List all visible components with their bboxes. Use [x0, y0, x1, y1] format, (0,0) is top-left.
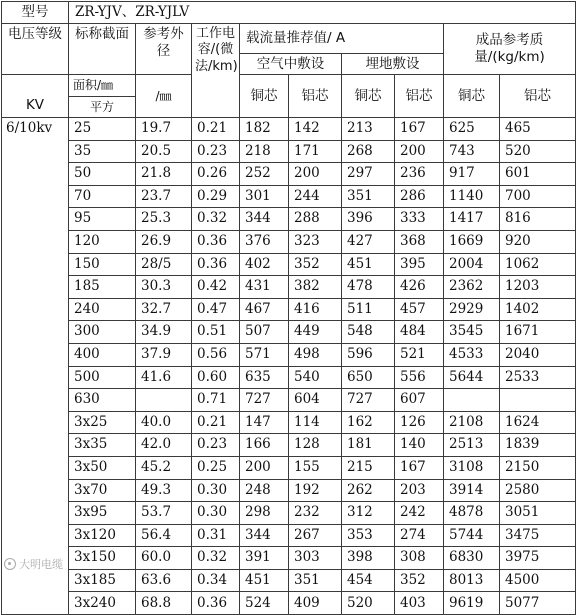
mass-aluminum-cell: 700 [500, 185, 576, 208]
diameter-cell: 40.0 [136, 411, 192, 434]
capacitance-cell: 0.23 [192, 434, 240, 457]
air-copper-cell: 524 [240, 592, 289, 615]
diameter-cell: 60.0 [136, 547, 192, 570]
mass-copper-cell: 1669 [444, 230, 500, 253]
ground-copper-cell: 312 [342, 502, 395, 525]
section-cell: 95 [69, 208, 136, 231]
capacitance-cell: 0.32 [192, 547, 240, 570]
section-cell: 3x240 [69, 592, 136, 615]
mass-aluminum-cell: 1062 [500, 253, 576, 276]
diameter-cell: 21.8 [136, 163, 192, 186]
ground-copper-cell: 548 [342, 321, 395, 344]
mass-copper-cell: 4533 [444, 343, 500, 366]
section-cell: 50 [69, 163, 136, 186]
table-row [2, 185, 576, 208]
ground-aluminum-cell: 457 [395, 298, 444, 321]
mass-aluminum-cell: 3975 [500, 547, 576, 570]
mass-copper-cell: 743 [444, 140, 500, 163]
ground-aluminum-cell: 395 [395, 253, 444, 276]
diameter-cell: 42.0 [136, 434, 192, 457]
diameter-cell: 49.3 [136, 479, 192, 502]
ground-aluminum-cell: 126 [395, 411, 444, 434]
capacitance-cell: 0.29 [192, 185, 240, 208]
section-label: 标称截面 [69, 24, 136, 75]
air-aluminum-cell: 604 [289, 389, 342, 412]
diameter-cell: 20.5 [136, 140, 192, 163]
air-copper-cell: 727 [240, 389, 289, 412]
table-row [2, 298, 576, 321]
diameter-cell: 25.3 [136, 208, 192, 231]
table-row [2, 479, 576, 502]
ground-aluminum-cell: 167 [395, 118, 444, 141]
mass-aluminum-cell: 816 [500, 208, 576, 231]
ground-aluminum-cell: 242 [395, 502, 444, 525]
table-row [2, 411, 576, 434]
ground-aluminum-label: 铝芯 [395, 75, 444, 118]
mass-aluminum-cell: 1839 [500, 434, 576, 457]
section-cell: 3x95 [69, 502, 136, 525]
ground-aluminum-cell: 333 [395, 208, 444, 231]
mass-copper-cell: 2513 [444, 434, 500, 457]
voltage-value: 6/10kv [2, 118, 69, 615]
ground-aluminum-cell: 426 [395, 276, 444, 299]
mass-copper-cell [444, 389, 500, 412]
air-aluminum-cell: 244 [289, 185, 342, 208]
section-cell: 240 [69, 298, 136, 321]
section-cell: 3x25 [69, 411, 136, 434]
capacitance-cell: 0.36 [192, 253, 240, 276]
mass-copper-cell: 8013 [444, 569, 500, 592]
table-row [2, 118, 576, 141]
section-cell: 3x50 [69, 456, 136, 479]
section-sub2: 平方 [69, 97, 136, 118]
capacitance-cell: 0.21 [192, 411, 240, 434]
air-copper-cell: 298 [240, 502, 289, 525]
ground-copper-cell: 451 [342, 253, 395, 276]
mass-aluminum-cell: 1203 [500, 276, 576, 299]
section-cell: 35 [69, 140, 136, 163]
capacitance-cell: 0.60 [192, 366, 240, 389]
mass-aluminum-cell: 2040 [500, 343, 576, 366]
ground-copper-cell: 511 [342, 298, 395, 321]
air-aluminum-cell: 232 [289, 502, 342, 525]
mass-aluminum-cell [500, 389, 576, 412]
header-row-3 [2, 75, 576, 97]
air-copper-cell: 571 [240, 343, 289, 366]
air-aluminum-cell: 498 [289, 343, 342, 366]
diameter-cell: 56.4 [136, 524, 192, 547]
section-cell: 3x70 [69, 479, 136, 502]
table-row [2, 592, 576, 615]
model-label: 型号 [2, 2, 69, 24]
table-row [2, 163, 576, 186]
cable-spec-table [1, 1, 576, 615]
capacitance-cell: 0.25 [192, 456, 240, 479]
capacitance-cell: 0.26 [192, 163, 240, 186]
diameter-unit: /㎜ [136, 75, 192, 118]
mass-copper-cell: 2362 [444, 276, 500, 299]
table-row [2, 366, 576, 389]
diameter-cell: 41.6 [136, 366, 192, 389]
model-value: ZR-YJV、ZR-YJLV [69, 2, 576, 24]
mass-aluminum-cell: 2580 [500, 479, 576, 502]
air-aluminum-cell: 540 [289, 366, 342, 389]
mass-aluminum-cell: 4500 [500, 569, 576, 592]
capacitance-label: 工作电容/(微法/km) [192, 24, 240, 118]
air-copper-cell: 344 [240, 208, 289, 231]
ground-copper-cell: 398 [342, 547, 395, 570]
table-row [2, 456, 576, 479]
mass-copper-cell: 2929 [444, 298, 500, 321]
table-row [2, 547, 576, 570]
air-aluminum-cell: 114 [289, 411, 342, 434]
ground-aluminum-cell: 236 [395, 163, 444, 186]
air-aluminum-cell: 382 [289, 276, 342, 299]
air-copper-cell: 467 [240, 298, 289, 321]
mass-label: 成品参考质量/(kg/km) [444, 24, 576, 75]
diameter-cell: 23.7 [136, 185, 192, 208]
diameter-cell: 26.9 [136, 230, 192, 253]
air-aluminum-cell: 323 [289, 230, 342, 253]
table-row [2, 230, 576, 253]
mass-aluminum-cell: 465 [500, 118, 576, 141]
air-copper-cell: 344 [240, 524, 289, 547]
air-aluminum-cell: 171 [289, 140, 342, 163]
air-aluminum-cell: 409 [289, 592, 342, 615]
mass-aluminum-cell: 601 [500, 163, 576, 186]
mass-copper-cell: 917 [444, 163, 500, 186]
ground-copper-cell: 268 [342, 140, 395, 163]
section-cell: 630 [69, 389, 136, 412]
mass-copper-cell: 3108 [444, 456, 500, 479]
mass-aluminum-cell: 3475 [500, 524, 576, 547]
section-cell: 3x35 [69, 434, 136, 457]
table-row [2, 343, 576, 366]
mass-copper-cell: 5744 [444, 524, 500, 547]
table-row [2, 434, 576, 457]
watermark [4, 556, 63, 572]
air-aluminum-cell: 200 [289, 163, 342, 186]
air-copper-cell: 182 [240, 118, 289, 141]
air-copper-cell: 301 [240, 185, 289, 208]
ground-copper-cell: 427 [342, 230, 395, 253]
table-row [2, 389, 576, 412]
table-row [2, 569, 576, 592]
ground-aluminum-cell: 203 [395, 479, 444, 502]
table-row [2, 502, 576, 525]
capacitance-cell: 0.71 [192, 389, 240, 412]
model-row [2, 2, 576, 24]
ground-copper-cell: 215 [342, 456, 395, 479]
section-cell: 150 [69, 253, 136, 276]
section-cell: 3x185 [69, 569, 136, 592]
mass-aluminum-cell: 2150 [500, 456, 576, 479]
air-aluminum-cell: 416 [289, 298, 342, 321]
ground-copper-cell: 351 [342, 185, 395, 208]
diameter-cell: 30.3 [136, 276, 192, 299]
ground-aluminum-cell: 167 [395, 456, 444, 479]
mass-copper-cell: 1417 [444, 208, 500, 231]
mass-copper-cell: 2004 [444, 253, 500, 276]
air-copper-cell: 248 [240, 479, 289, 502]
mass-aluminum-cell: 2533 [500, 366, 576, 389]
diameter-cell: 68.8 [136, 592, 192, 615]
air-aluminum-cell: 351 [289, 569, 342, 592]
mass-copper-cell: 1140 [444, 185, 500, 208]
capacitance-cell: 0.42 [192, 276, 240, 299]
capacitance-cell: 0.21 [192, 118, 240, 141]
ground-copper-cell: 454 [342, 569, 395, 592]
air-aluminum-cell: 192 [289, 479, 342, 502]
air-copper-cell: 376 [240, 230, 289, 253]
section-cell: 300 [69, 321, 136, 344]
diameter-label: 参考外径 [136, 24, 192, 75]
ground-aluminum-cell: 200 [395, 140, 444, 163]
ground-copper-cell: 650 [342, 366, 395, 389]
ground-copper-cell: 181 [342, 434, 395, 457]
air-copper-cell: 200 [240, 456, 289, 479]
mass-aluminum-cell: 1624 [500, 411, 576, 434]
mass-aluminum-cell: 1671 [500, 321, 576, 344]
air-aluminum-cell: 155 [289, 456, 342, 479]
mass-copper-cell: 3914 [444, 479, 500, 502]
ground-copper-cell: 727 [342, 389, 395, 412]
ground-copper-cell: 162 [342, 411, 395, 434]
air-label: 空气中敷设 [240, 54, 342, 75]
section-cell: 185 [69, 276, 136, 299]
diameter-cell: 32.7 [136, 298, 192, 321]
mass-aluminum-cell: 920 [500, 230, 576, 253]
mass-aluminum-cell: 3051 [500, 502, 576, 525]
ground-copper-cell: 520 [342, 592, 395, 615]
ground-aluminum-cell: 368 [395, 230, 444, 253]
ground-copper-cell: 262 [342, 479, 395, 502]
air-copper-cell: 166 [240, 434, 289, 457]
capacitance-cell: 0.36 [192, 230, 240, 253]
mass-aluminum-cell: 5077 [500, 592, 576, 615]
section-cell: 25 [69, 118, 136, 141]
diameter-cell: 45.2 [136, 456, 192, 479]
air-copper-cell: 431 [240, 276, 289, 299]
ground-aluminum-cell: 308 [395, 547, 444, 570]
watermark-text: 大明电缆 [19, 558, 63, 571]
section-sub: 面积/㎜ [69, 75, 136, 97]
voltage-label: 电压等级 [2, 24, 69, 75]
air-copper-cell: 252 [240, 163, 289, 186]
air-aluminum-cell: 142 [289, 118, 342, 141]
air-aluminum-cell: 303 [289, 547, 342, 570]
capacitance-cell: 0.23 [192, 140, 240, 163]
capacitance-cell: 0.47 [192, 298, 240, 321]
ground-aluminum-cell: 484 [395, 321, 444, 344]
air-aluminum-label: 铝芯 [289, 75, 342, 118]
air-aluminum-cell: 288 [289, 208, 342, 231]
air-copper-cell: 451 [240, 569, 289, 592]
ground-copper-cell: 353 [342, 524, 395, 547]
air-copper-cell: 147 [240, 411, 289, 434]
ground-aluminum-cell: 286 [395, 185, 444, 208]
air-copper-cell: 507 [240, 321, 289, 344]
ground-copper-label: 铜芯 [342, 75, 395, 118]
ground-aluminum-cell: 403 [395, 592, 444, 615]
capacitance-cell: 0.36 [192, 592, 240, 615]
ground-copper-cell: 396 [342, 208, 395, 231]
air-copper-cell: 635 [240, 366, 289, 389]
air-aluminum-cell: 128 [289, 434, 342, 457]
ground-label: 埋地敷设 [342, 54, 444, 75]
diameter-cell: 37.9 [136, 343, 192, 366]
diameter-cell [136, 389, 192, 412]
air-aluminum-cell: 352 [289, 253, 342, 276]
ground-aluminum-cell: 140 [395, 434, 444, 457]
air-copper-cell: 402 [240, 253, 289, 276]
ground-aluminum-cell: 521 [395, 343, 444, 366]
diameter-cell: 34.9 [136, 321, 192, 344]
air-copper-cell: 218 [240, 140, 289, 163]
diameter-cell: 19.7 [136, 118, 192, 141]
capacitance-cell: 0.56 [192, 343, 240, 366]
section-cell: 3x150 [69, 547, 136, 570]
table-row [2, 253, 576, 276]
air-aluminum-cell: 267 [289, 524, 342, 547]
mass-copper-cell: 3545 [444, 321, 500, 344]
ground-aluminum-cell: 556 [395, 366, 444, 389]
ground-copper-cell: 297 [342, 163, 395, 186]
table-row [2, 208, 576, 231]
voltage-unit: KV [2, 75, 69, 118]
mass-copper-cell: 2108 [444, 411, 500, 434]
diameter-cell: 63.6 [136, 569, 192, 592]
table-row [2, 276, 576, 299]
air-copper-cell: 391 [240, 547, 289, 570]
table-row [2, 524, 576, 547]
ground-aluminum-cell: 607 [395, 389, 444, 412]
capacitance-cell: 0.31 [192, 524, 240, 547]
mass-copper-cell: 4878 [444, 502, 500, 525]
mass-copper-cell: 6830 [444, 547, 500, 570]
watermark-logo-icon [4, 558, 16, 570]
ground-copper-cell: 213 [342, 118, 395, 141]
capacitance-cell: 0.51 [192, 321, 240, 344]
air-aluminum-cell: 449 [289, 321, 342, 344]
air-copper-label: 铜芯 [240, 75, 289, 118]
table-row [2, 140, 576, 163]
ground-copper-cell: 478 [342, 276, 395, 299]
table-row [2, 321, 576, 344]
mass-copper-cell: 625 [444, 118, 500, 141]
diameter-cell: 53.7 [136, 502, 192, 525]
current-label: 载流量推荐值/ A [240, 24, 444, 54]
mass-aluminum-label: 铝芯 [500, 75, 576, 118]
ground-aluminum-cell: 274 [395, 524, 444, 547]
header-row-1 [2, 24, 576, 54]
section-cell: 120 [69, 230, 136, 253]
capacitance-cell: 0.30 [192, 479, 240, 502]
diameter-cell: 28/5 [136, 253, 192, 276]
mass-copper-cell: 5644 [444, 366, 500, 389]
mass-aluminum-cell: 1402 [500, 298, 576, 321]
mass-aluminum-cell: 520 [500, 140, 576, 163]
capacitance-cell: 0.32 [192, 208, 240, 231]
mass-copper-label: 铜芯 [444, 75, 500, 118]
section-cell: 3x120 [69, 524, 136, 547]
capacitance-cell: 0.30 [192, 502, 240, 525]
mass-copper-cell: 9619 [444, 592, 500, 615]
ground-copper-cell: 596 [342, 343, 395, 366]
section-cell: 500 [69, 366, 136, 389]
capacitance-cell: 0.34 [192, 569, 240, 592]
section-cell: 400 [69, 343, 136, 366]
ground-aluminum-cell: 352 [395, 569, 444, 592]
section-cell: 70 [69, 185, 136, 208]
